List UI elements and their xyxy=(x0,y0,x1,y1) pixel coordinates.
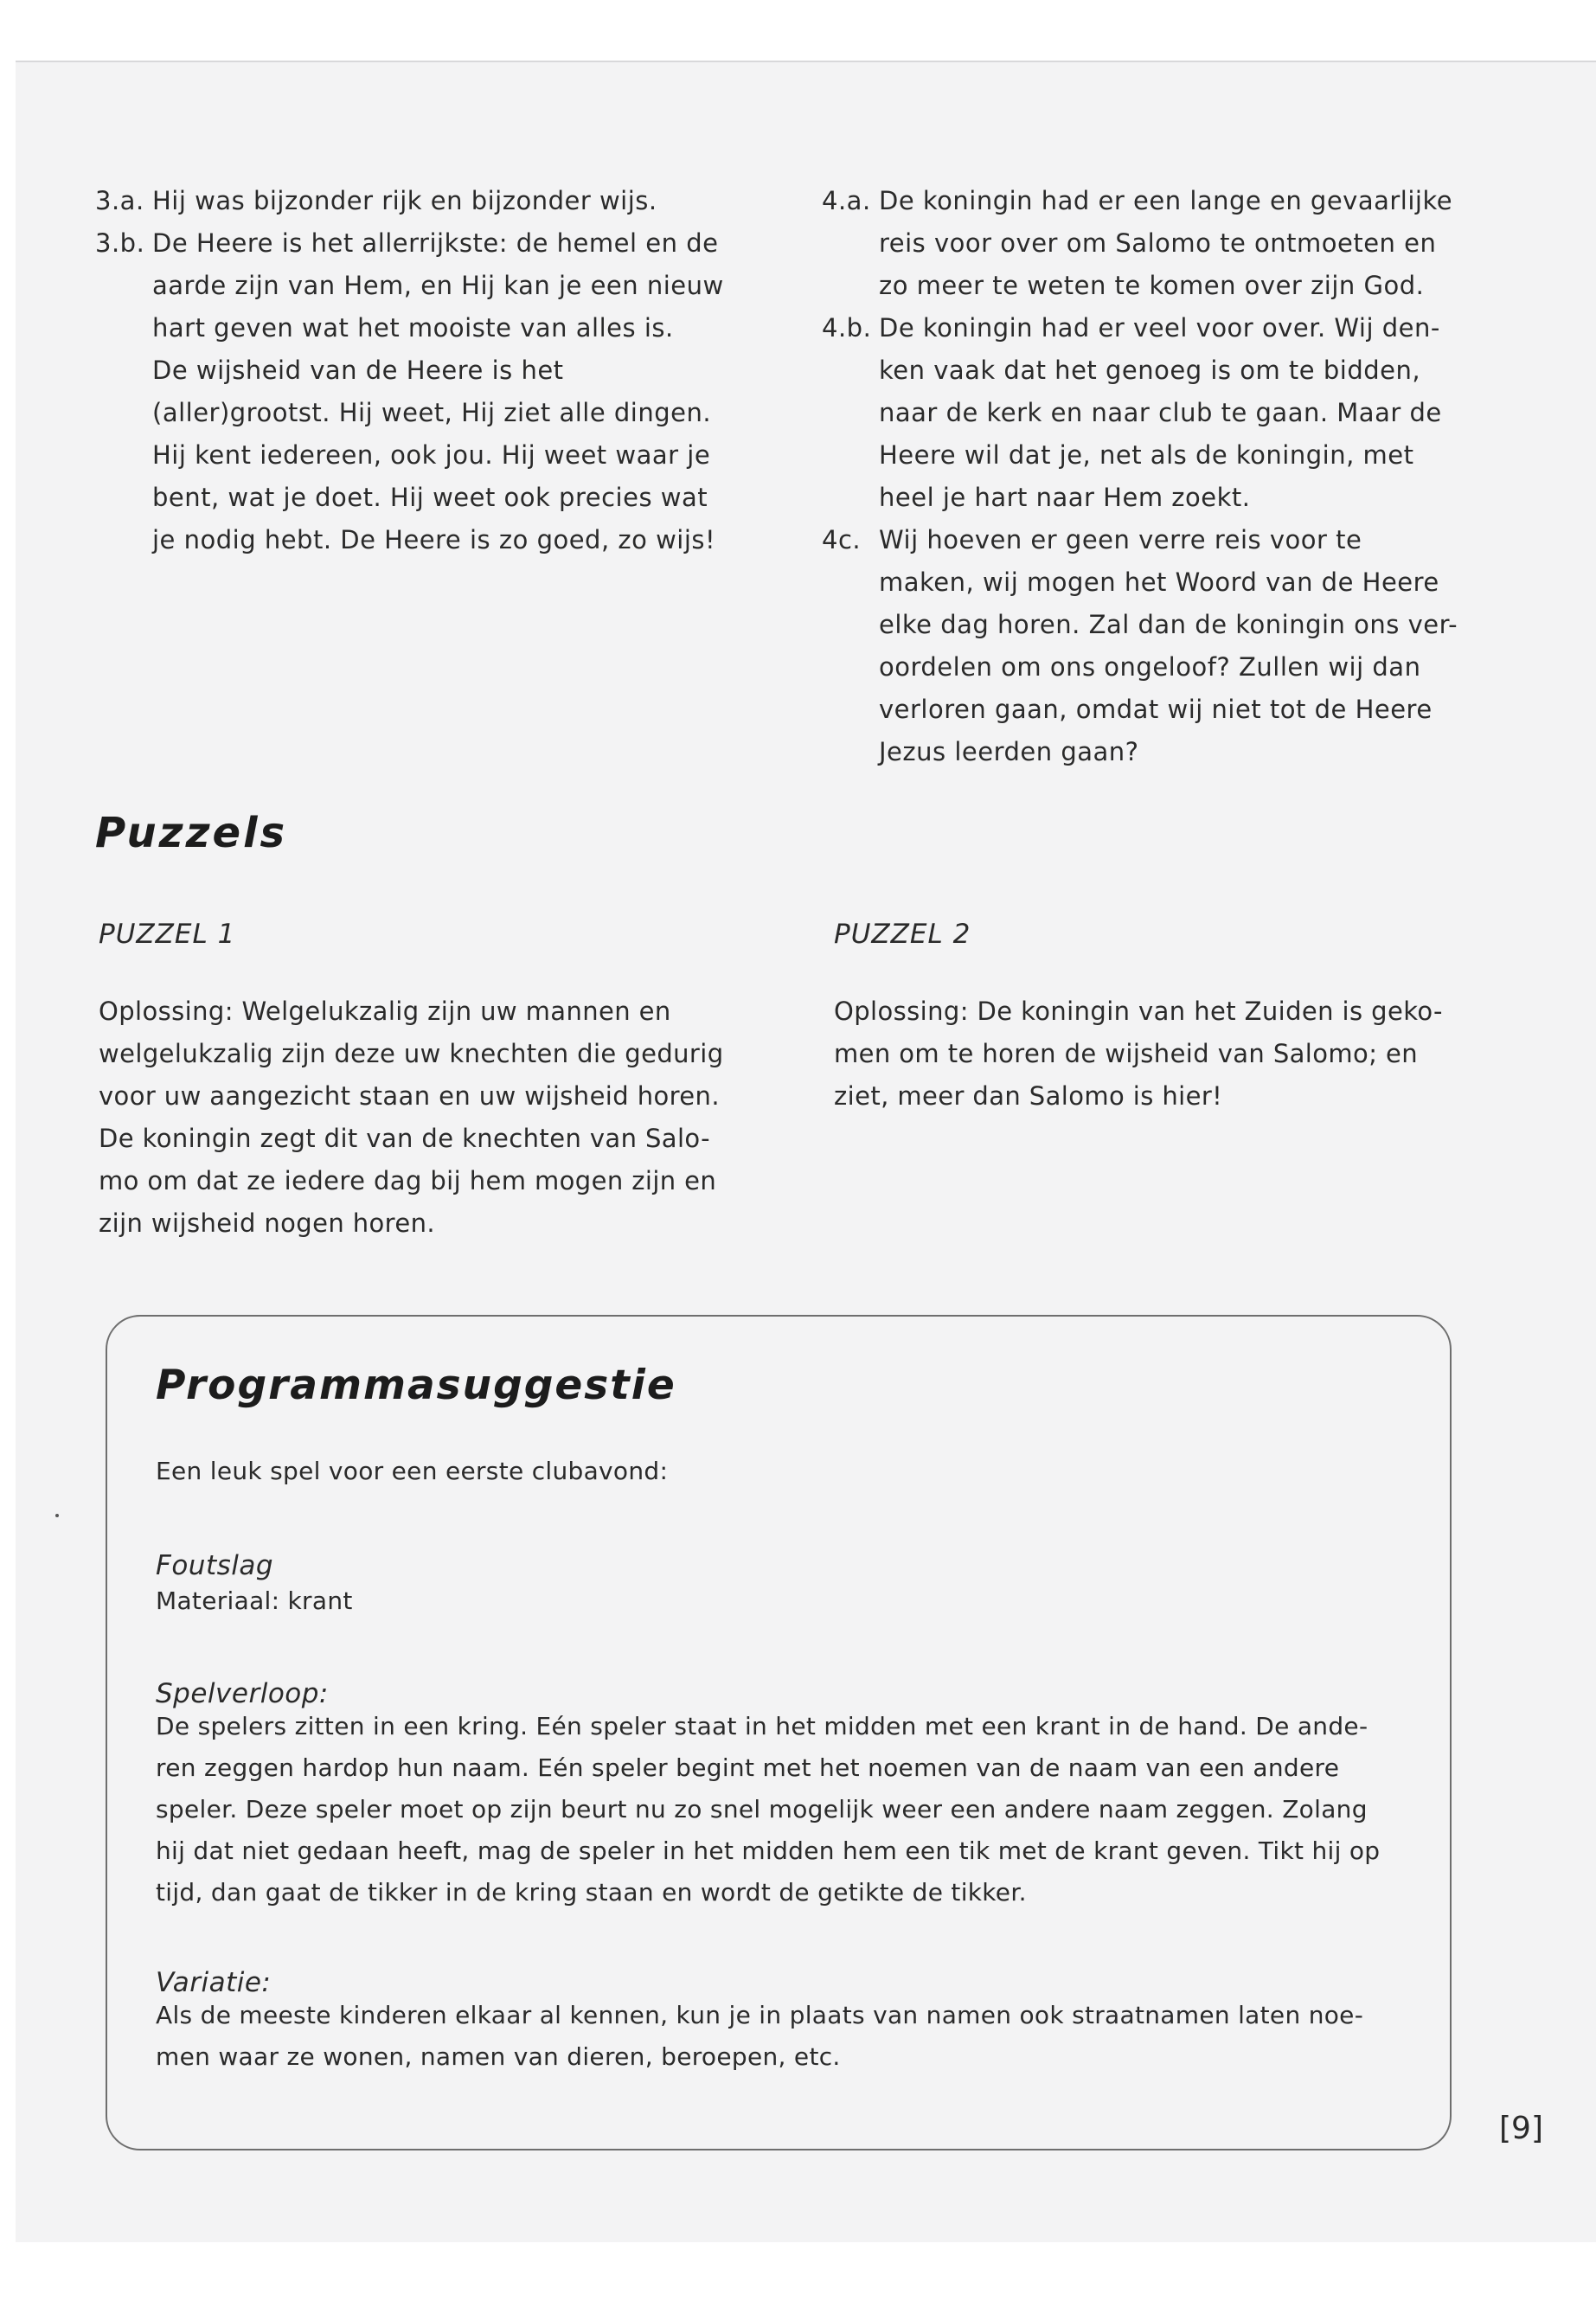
puzzel-1-label: PUZZEL 1 xyxy=(99,919,236,950)
spelverloop-line: hij dat niet gedaan heeft, mag de speler in het midden hem een tik met de krant geven. Tikt hij op xyxy=(156,1836,1381,1865)
answer-number: 4c. xyxy=(822,525,862,554)
answer-number: 3.b. xyxy=(95,228,145,258)
puzzel-2-solution xyxy=(834,990,1491,1118)
answer-line: Heere wil dat je, net als de koningin, met xyxy=(879,440,1414,470)
right-answers xyxy=(822,180,1479,773)
solution-line: voor uw aangezicht staan en uw wijsheid horen. xyxy=(99,1081,720,1111)
answer-line: Wij hoeven er geen verre reis voor te xyxy=(879,525,1362,554)
page-number: [9] xyxy=(1499,2111,1543,2146)
answer-number: 3.a. xyxy=(95,186,144,215)
answer-number: 4.b. xyxy=(822,313,872,343)
answer-line: je nodig hebt. De Heere is zo goed, zo wijs! xyxy=(152,525,716,554)
answer-line: De wijsheid van de Heere is het xyxy=(152,356,564,385)
answer-line: De Heere is het allerrijkste: de hemel en de xyxy=(152,228,719,258)
answer-line: zo meer te weten te komen over zijn God. xyxy=(879,271,1425,300)
variatie-line: Als de meeste kinderen elkaar al kennen, kun je in plaats van namen ook straatnamen laten noe- xyxy=(156,2001,1364,2029)
solution-line: Oplossing: De koningin van het Zuiden is geko- xyxy=(834,997,1443,1026)
answer-line: elke dag horen. Zal dan de koningin ons ver- xyxy=(879,610,1458,639)
answer-line: Jezus leerden gaan? xyxy=(879,737,1139,766)
answer-line: reis voor over om Salomo te ontmoeten en xyxy=(879,228,1437,258)
solution-line: welgelukzalig zijn deze uw knechten die gedurig xyxy=(99,1039,724,1068)
answer-line: bent, wat je doet. Hij weet ook precies wat xyxy=(152,483,708,512)
spelverloop-line: speler. Deze speler moet op zijn beurt nu zo snel mogelijk weer een andere naam zeggen. Zolang xyxy=(156,1795,1368,1823)
programma-heading: Programmasuggestie xyxy=(156,1362,676,1409)
answer-line: maken, wij mogen het Woord van de Heere xyxy=(879,567,1439,597)
game-material: Materiaal: krant xyxy=(156,1586,353,1615)
answer-4a xyxy=(822,180,1479,222)
solution-line: De koningin zegt dit van de knechten van Salo- xyxy=(99,1124,710,1153)
answer-line: aarde zijn van Hem, en Hij kan je een nieuw xyxy=(152,271,724,300)
variatie-line: men waar ze wonen, namen van dieren, beroepen, etc. xyxy=(156,2042,841,2071)
answer-3a xyxy=(95,180,753,222)
spelverloop-text xyxy=(156,1706,1401,1913)
solution-line: Oplossing: Welgelukzalig zijn uw mannen en xyxy=(99,997,671,1026)
spelverloop-line: De spelers zitten in een kring. Eén speler staat in het midden met een krant in de hand. De ande- xyxy=(156,1712,1368,1740)
solution-line: zijn wijsheid nogen horen. xyxy=(99,1208,435,1238)
answer-line: De koningin had er een lange en gevaarlijke xyxy=(879,186,1453,215)
variatie-label: Variatie: xyxy=(156,1967,272,1998)
answer-line: Hij was bijzonder rijk en bijzonder wijs. xyxy=(152,186,657,215)
variatie-text xyxy=(156,1995,1401,2078)
programma-box xyxy=(106,1315,1452,2150)
speck xyxy=(55,1514,59,1517)
answer-3b xyxy=(95,222,753,265)
spelverloop-label: Spelverloop: xyxy=(156,1678,329,1709)
answer-line: verloren gaan, omdat wij niet tot de Heere xyxy=(879,695,1433,724)
spelverloop-line: tijd, dan gaat de tikker in de kring staan en wordt de getikte de tikker. xyxy=(156,1878,1027,1907)
puzzel-2-label: PUZZEL 2 xyxy=(834,919,971,950)
solution-line: ziet, meer dan Salomo is hier! xyxy=(834,1081,1223,1111)
answer-line: oordelen om ons ongeloof? Zullen wij dan xyxy=(879,652,1421,682)
programma-intro: Een leuk spel voor een eerste clubavond: xyxy=(156,1457,669,1485)
puzzel-1-solution xyxy=(99,990,773,1245)
solution-line: mo om dat ze iedere dag bij hem mogen zijn en xyxy=(99,1166,717,1195)
answer-line: naar de kerk en naar club te gaan. Maar de xyxy=(879,398,1442,427)
answer-line: (aller)grootst. Hij weet, Hij ziet alle dingen. xyxy=(152,398,712,427)
answer-line: De koningin had er veel voor over. Wij den- xyxy=(879,313,1440,343)
answer-line: hart geven wat het mooiste van alles is. xyxy=(152,313,674,343)
answer-line: heel je hart naar Hem zoekt. xyxy=(879,483,1251,512)
answer-number: 4.a. xyxy=(822,186,871,215)
answer-4b xyxy=(822,307,1479,349)
game-title: Foutslag xyxy=(156,1550,274,1581)
answer-line: ken vaak dat het genoeg is om te bidden, xyxy=(879,356,1421,385)
left-answers xyxy=(95,180,753,561)
answer-4c xyxy=(822,519,1479,561)
spelverloop-line: ren zeggen hardop hun naam. Eén speler begint met het noemen van de naam van een andere xyxy=(156,1753,1340,1782)
solution-line: men om te horen de wijsheid van Salomo; en xyxy=(834,1039,1419,1068)
answer-line: Hij kent iedereen, ook jou. Hij weet waar je xyxy=(152,440,711,470)
puzzels-heading: Puzzels xyxy=(95,809,288,857)
